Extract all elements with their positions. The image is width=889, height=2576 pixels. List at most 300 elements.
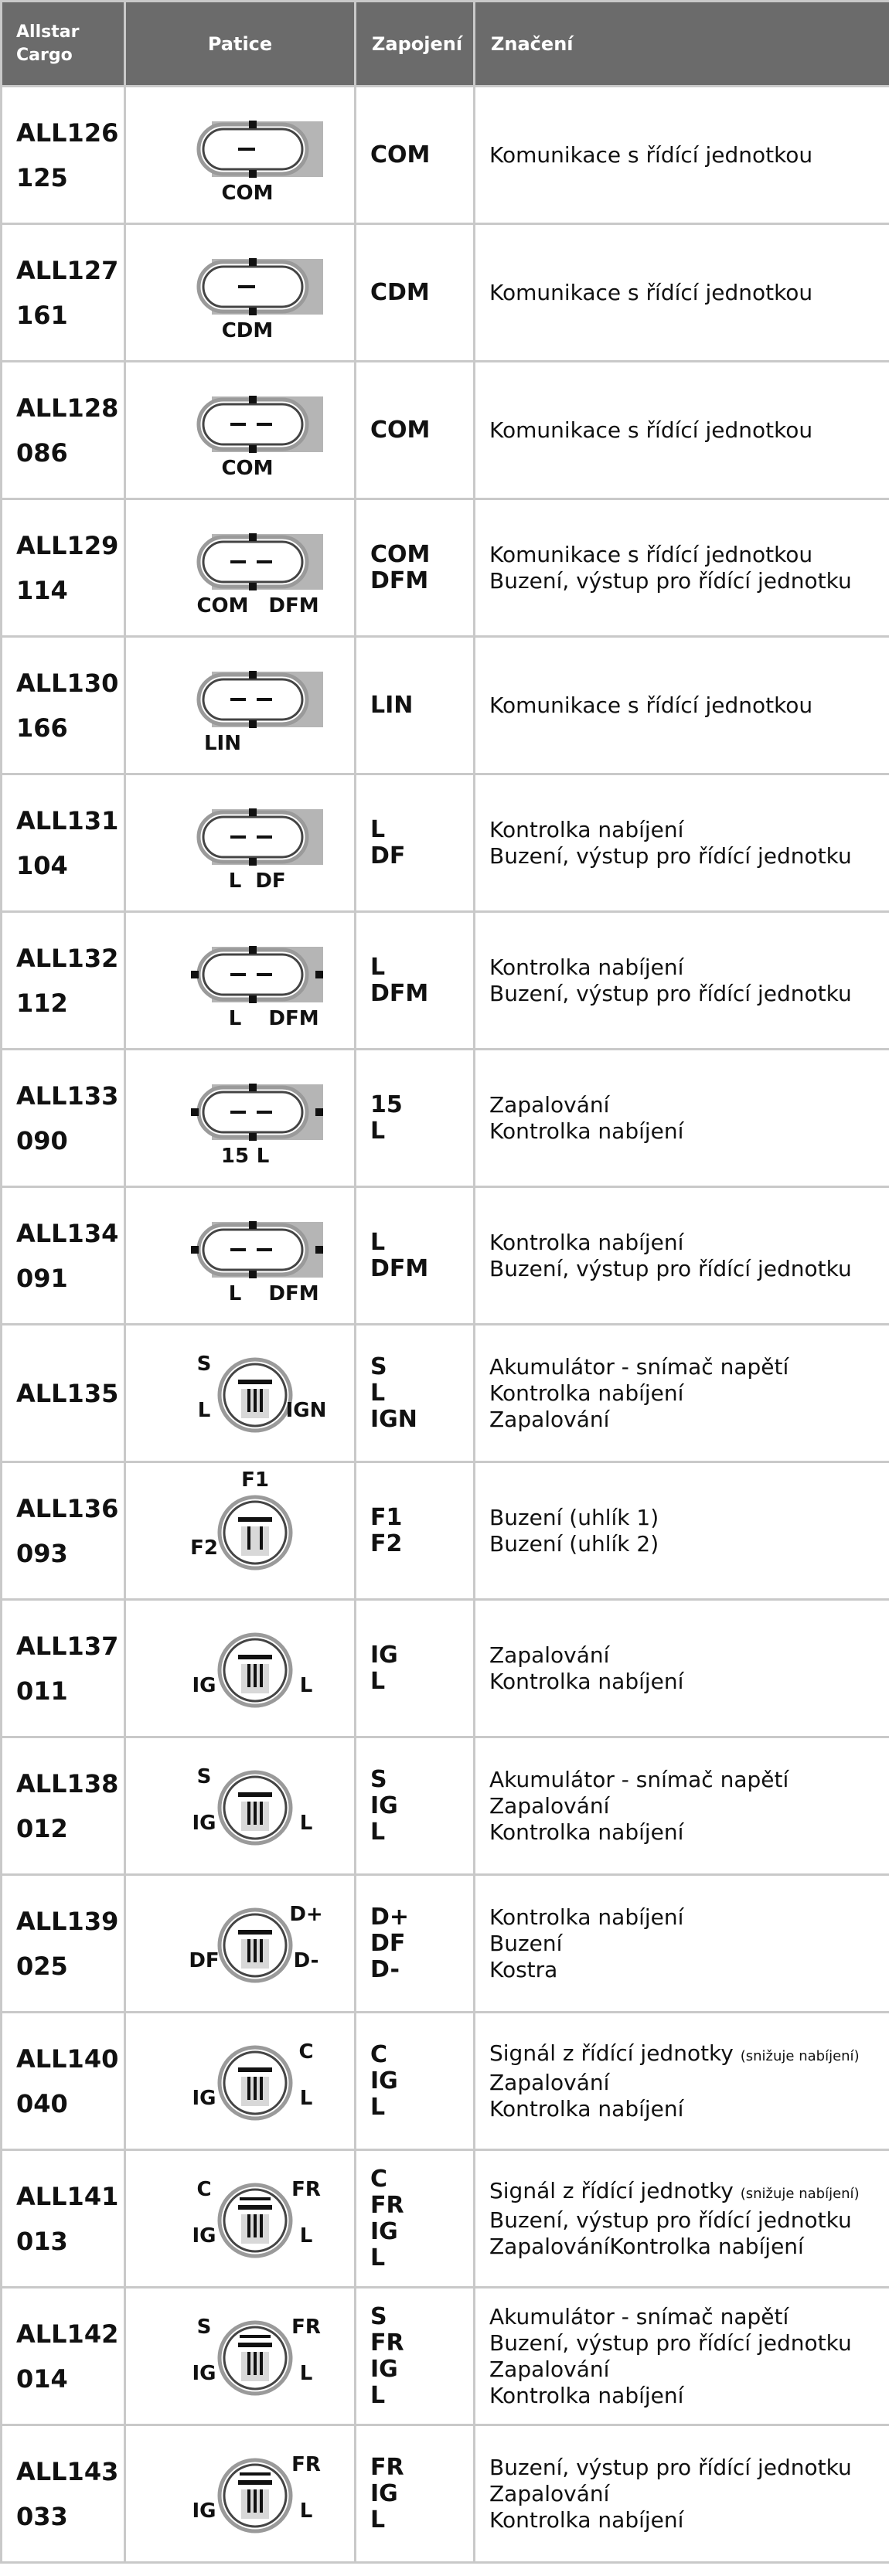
- description-text: Buzení (uhlík 2): [489, 1530, 659, 1557]
- part-number-cell: [2, 87, 125, 224]
- description-line: [489, 1767, 875, 1793]
- description-cell: [475, 2013, 889, 2150]
- wiring-pin: D-: [370, 1955, 400, 1983]
- description-line: [489, 2304, 875, 2330]
- round-connector-icon: [220, 1497, 291, 1568]
- description-text: Signál z řídící jednotky: [489, 2177, 741, 2203]
- description-line: [489, 1793, 875, 1819]
- round-connector-icon: [220, 1772, 291, 1843]
- table-row: [2, 912, 889, 1050]
- part-number-suffix: 040: [16, 2088, 68, 2118]
- description-line: [489, 981, 875, 1007]
- plug-pin-label: DFM: [268, 594, 319, 618]
- table-row: [2, 362, 889, 499]
- part-number-suffix: 090: [16, 1125, 68, 1155]
- description-line: [489, 2178, 875, 2207]
- description-cell: [475, 1737, 889, 1875]
- plug-pin-label: DFM: [268, 1282, 319, 1305]
- wiring-pin: L: [370, 815, 386, 843]
- plug-pin-label: IG: [192, 1674, 216, 1697]
- part-number-suffix: 086: [16, 437, 68, 468]
- description-cell: [475, 499, 889, 637]
- connector-plug-diagram: [140, 1463, 370, 1598]
- plug-cell: [125, 1600, 356, 1737]
- description-line: [489, 1531, 875, 1557]
- connector-plug-diagram: [140, 2426, 370, 2561]
- table-row: [2, 499, 889, 637]
- wiring-pin: DFM: [370, 567, 429, 594]
- plug-pin-label: CDM: [221, 319, 274, 342]
- connector-plug-diagram: [140, 87, 370, 223]
- description-line: [489, 1230, 875, 1256]
- table-row: [2, 1737, 889, 1875]
- part-number: ALL132: [16, 943, 119, 973]
- description-line: [489, 1092, 875, 1118]
- table-row: [2, 1050, 889, 1187]
- wiring-cell: [356, 1325, 475, 1462]
- oval-connector-icon: [199, 671, 323, 728]
- plug-cell: [125, 224, 356, 362]
- description-line: [489, 2507, 875, 2533]
- wiring-pin: IGN: [370, 1405, 417, 1433]
- description-text: Buzení, výstup pro řídící jednotku: [489, 980, 852, 1006]
- part-number-cell: [2, 1875, 125, 2013]
- part-number-cell: [2, 774, 125, 912]
- oval-connector-icon: [191, 946, 323, 1003]
- part-number-cell: [2, 1600, 125, 1737]
- plug-pin-label: L: [299, 1674, 313, 1697]
- description-text: Kontrolka nabíjení: [489, 1904, 684, 1930]
- description-text: Buzení, výstup pro řídící jednotku: [489, 567, 852, 594]
- description-text: Zapalování: [489, 2069, 610, 2095]
- plug-pin-label: COM: [221, 457, 274, 480]
- description-text: Buzení, výstup pro řídící jednotku: [489, 1255, 852, 1281]
- plug-pin-label: IG: [192, 2499, 216, 2523]
- description-text: ZapalováníKontrolka nabíjení: [489, 2233, 804, 2259]
- description-text: Signál z řídící jednotky: [489, 2040, 741, 2066]
- wiring-cell: [356, 2425, 475, 2563]
- wiring-pin: 15: [370, 1091, 403, 1118]
- description-line: [489, 2207, 875, 2234]
- description-text: Komunikace s řídící jednotkou: [489, 541, 813, 567]
- wiring-pin: COM: [370, 416, 431, 444]
- part-number: ALL128: [16, 393, 119, 423]
- description-line: [489, 1407, 875, 1433]
- plug-cell: [125, 499, 356, 637]
- description-line: [489, 1669, 875, 1695]
- plug-pin-label: L: [299, 1812, 313, 1835]
- wiring-cell: [356, 637, 475, 774]
- wiring-pin: L: [370, 2093, 386, 2121]
- wiring-pin: DFM: [370, 979, 429, 1007]
- part-number: ALL135: [16, 1378, 119, 1408]
- description-cell: [475, 2150, 889, 2288]
- description-text: Zapalování: [489, 1642, 610, 1668]
- description-text: Kontrolka nabíjení: [489, 1668, 684, 1694]
- part-number: ALL134: [16, 1218, 119, 1248]
- part-number-suffix: 012: [16, 1813, 68, 1843]
- plug-pin-label: FR: [291, 2316, 321, 2339]
- plug-pin-label: IG: [192, 2224, 216, 2248]
- description-text: Komunikace s řídící jednotkou: [489, 692, 813, 718]
- part-number-suffix: 125: [16, 162, 68, 192]
- description-line: [489, 2481, 875, 2507]
- plug-pin-label: FR: [291, 2178, 321, 2201]
- description-line: [489, 1904, 875, 1931]
- header-zapojeni: Zapojení: [356, 2, 475, 87]
- wiring-pin: COM: [370, 540, 431, 568]
- description-text: Akumulátor - snímač napětí: [489, 1353, 789, 1380]
- oval-connector-icon: [191, 1221, 323, 1278]
- part-number-suffix: 025: [16, 1951, 68, 1981]
- description-text: Buzení: [489, 1930, 563, 1956]
- plug-cell: [125, 2150, 356, 2288]
- description-line: [489, 955, 875, 981]
- description-cell: [475, 2425, 889, 2563]
- description-line: [489, 568, 875, 594]
- description-line: [489, 2455, 875, 2481]
- wiring-pin: COM: [370, 141, 431, 168]
- round-connector-icon: [220, 2322, 291, 2394]
- connector-plug-diagram: [140, 775, 370, 910]
- wiring-cell: [356, 224, 475, 362]
- connector-plug-diagram: [140, 362, 370, 498]
- description-text: Zapalování: [489, 2356, 610, 2382]
- wiring-pin: C: [370, 2165, 388, 2193]
- table-row: [2, 1875, 889, 2013]
- description-line: [489, 1931, 875, 1957]
- description-text: Buzení (uhlík 1): [489, 1504, 659, 1530]
- connector-plug-diagram: [140, 2013, 370, 2149]
- description-text: Zapalování: [489, 1091, 610, 1118]
- part-number-cell: [2, 637, 125, 774]
- description-cell: [475, 912, 889, 1050]
- wiring-pin: S: [370, 1353, 387, 1380]
- part-number-suffix: 093: [16, 1538, 68, 1568]
- wiring-pin: S: [370, 1765, 387, 1793]
- table-row: [2, 2013, 889, 2150]
- description-line: [489, 142, 875, 168]
- wiring-pin: F1: [370, 1503, 403, 1531]
- description-line: [489, 1118, 875, 1145]
- wiring-pin: IG: [370, 2479, 398, 2507]
- wiring-pin: IG: [370, 1641, 398, 1669]
- description-cell: [475, 774, 889, 912]
- plug-pin-label: L: [299, 2087, 313, 2110]
- part-number-cell: [2, 2013, 125, 2150]
- description-cell: [475, 1600, 889, 1737]
- header-patice: Patice: [125, 2, 356, 87]
- description-cell: [475, 1462, 889, 1600]
- wiring-cell: [356, 1737, 475, 1875]
- plug-pin-label: L: [197, 1399, 211, 1422]
- connector-plug-diagram: [140, 1876, 370, 2011]
- part-number: ALL131: [16, 805, 119, 835]
- wiring-cell: [356, 1875, 475, 2013]
- description-cell: [475, 362, 889, 499]
- plug-pin-label: F2: [190, 1536, 218, 1560]
- description-text: Kontrolka nabíjení: [489, 954, 684, 980]
- wiring-pin: S: [370, 2302, 387, 2330]
- part-number: ALL127: [16, 255, 119, 285]
- wiring-pin: L: [370, 1818, 386, 1846]
- wiring-cell: [356, 362, 475, 499]
- connector-plug-diagram: [140, 638, 370, 773]
- description-text: Buzení, výstup pro řídící jednotku: [489, 2329, 852, 2356]
- plug-cell: [125, 774, 356, 912]
- description-text: Zapalování: [489, 1792, 610, 1819]
- part-number: ALL138: [16, 1768, 119, 1798]
- part-number-cell: [2, 1050, 125, 1187]
- part-number-suffix: 011: [16, 1676, 68, 1706]
- part-number: ALL137: [16, 1631, 119, 1661]
- part-number-cell: [2, 499, 125, 637]
- part-number: ALL139: [16, 1906, 119, 1936]
- oval-connector-icon: [199, 533, 323, 590]
- wiring-pin: L: [370, 2381, 386, 2409]
- plug-pin-label: S: [196, 2316, 212, 2339]
- description-cell: [475, 2288, 889, 2425]
- table-row: [2, 2425, 889, 2563]
- wiring-cell: [356, 1187, 475, 1325]
- plug-pin-label: L: [228, 1282, 242, 1305]
- wiring-pin: DFM: [370, 1254, 429, 1282]
- plug-pin-label: DF: [189, 1949, 220, 1972]
- table-row: [2, 224, 889, 362]
- connector-plug-diagram: [140, 1188, 370, 1323]
- table-row: [2, 774, 889, 912]
- plug-pin-label: COM: [221, 182, 274, 205]
- description-text: Kostra: [489, 1956, 558, 1982]
- description-text: Kontrolka nabíjení: [489, 2382, 684, 2408]
- plug-pin-label: S: [196, 1353, 212, 1376]
- header-znaceni: Značení: [475, 2, 889, 87]
- plug-pin-label: D+: [289, 1903, 323, 1926]
- plug-pin-label: L: [299, 2499, 313, 2523]
- part-number-cell: [2, 1325, 125, 1462]
- part-number-cell: [2, 912, 125, 1050]
- plug-pin-label: F1: [241, 1468, 269, 1492]
- wiring-pin: FR: [370, 2329, 404, 2357]
- plug-pin-label: C: [196, 2178, 212, 2201]
- description-line: [489, 1354, 875, 1380]
- part-number: ALL130: [16, 668, 119, 698]
- wiring-cell: [356, 774, 475, 912]
- description-text: Kontrolka nabíjení: [489, 1380, 684, 1406]
- connector-plug-diagram: [140, 1325, 370, 1461]
- part-number-cell: [2, 224, 125, 362]
- description-text: Zapalování: [489, 2480, 610, 2506]
- connector-plug-diagram: [140, 2288, 370, 2424]
- plug-pin-label: IG: [192, 2362, 216, 2385]
- part-number: ALL129: [16, 530, 119, 560]
- description-text: Buzení, výstup pro řídící jednotku: [489, 2207, 852, 2233]
- oval-connector-icon: [199, 258, 323, 315]
- plug-pin-label: L: [256, 1145, 270, 1168]
- description-text: Akumulátor - snímač napětí: [489, 1766, 789, 1792]
- description-cell: [475, 1050, 889, 1187]
- plug-pin-label: L: [299, 2224, 313, 2248]
- wiring-cell: [356, 1600, 475, 1737]
- part-number: ALL142: [16, 2319, 119, 2349]
- round-connector-icon: [220, 2460, 291, 2531]
- description-note: (snižuje nabíjení): [740, 2047, 860, 2064]
- description-line: [489, 1819, 875, 1846]
- description-text: Kontrolka nabíjení: [489, 2095, 684, 2122]
- wiring-pin: L: [370, 1379, 386, 1407]
- wiring-cell: [356, 2288, 475, 2425]
- round-connector-icon: [220, 2047, 291, 2118]
- part-number-cell: [2, 362, 125, 499]
- header-allstar-cargo: [2, 2, 125, 87]
- part-number-suffix: 166: [16, 713, 68, 743]
- plug-cell: [125, 1875, 356, 2013]
- wiring-cell: [356, 2150, 475, 2288]
- plug-pin-label: DFM: [268, 1007, 319, 1030]
- description-line: [489, 280, 875, 306]
- description-text: Zapalování: [489, 1406, 610, 1432]
- wiring-cell: [356, 1050, 475, 1187]
- wiring-pin: FR: [370, 2453, 404, 2481]
- description-cell: [475, 637, 889, 774]
- part-number-suffix: 161: [16, 300, 68, 330]
- part-number: ALL136: [16, 1493, 119, 1523]
- oval-connector-icon: [199, 121, 323, 178]
- description-line: [489, 843, 875, 869]
- wiring-pin: L: [370, 2506, 386, 2533]
- part-number-suffix: 104: [16, 850, 68, 880]
- description-line: [489, 1380, 875, 1407]
- plug-cell: [125, 1050, 356, 1187]
- connector-plug-diagram: [140, 2151, 370, 2286]
- wiring-pin: C: [370, 2040, 388, 2068]
- plug-pin-label: L: [228, 1007, 242, 1030]
- wiring-cell: [356, 87, 475, 224]
- round-connector-icon: [220, 1910, 291, 1981]
- wiring-pin: IG: [370, 2067, 398, 2094]
- round-connector-icon: [220, 1359, 291, 1431]
- description-note: (snižuje nabíjení): [740, 2185, 860, 2202]
- table-row: [2, 2288, 889, 2425]
- wiring-pin: F2: [370, 1530, 403, 1557]
- wiring-pin: L: [370, 2244, 386, 2271]
- wiring-pin: L: [370, 1228, 386, 1256]
- plug-cell: [125, 362, 356, 499]
- description-text: Buzení, výstup pro řídící jednotku: [489, 842, 852, 869]
- part-number-suffix: 091: [16, 1263, 68, 1293]
- connector-plug-diagram: [140, 500, 370, 635]
- table-row: [2, 1600, 889, 1737]
- description-text: Komunikace s řídící jednotkou: [489, 417, 813, 443]
- plug-cell: [125, 2288, 356, 2425]
- wiring-pin: DF: [370, 1929, 406, 1957]
- description-cell: [475, 1187, 889, 1325]
- description-cell: [475, 1325, 889, 1462]
- connector-plug-diagram: [140, 225, 370, 360]
- description-line: [489, 2070, 875, 2096]
- description-line: [489, 1505, 875, 1531]
- wiring-pin: L: [370, 1667, 386, 1695]
- table-header-row: [2, 2, 889, 87]
- description-line: [489, 692, 875, 719]
- wiring-pin: FR: [370, 2191, 404, 2219]
- description-line: [489, 2096, 875, 2122]
- plug-cell: [125, 1187, 356, 1325]
- connector-plug-diagram: [140, 1738, 370, 1873]
- plug-pin-label: IGN: [285, 1399, 327, 1422]
- part-number: ALL140: [16, 2043, 119, 2074]
- part-number: ALL143: [16, 2456, 119, 2486]
- plug-cell: [125, 2013, 356, 2150]
- wiring-cell: [356, 1462, 475, 1600]
- wiring-pin: CDM: [370, 278, 430, 306]
- description-text: Komunikace s řídící jednotkou: [489, 279, 813, 305]
- description-line: [489, 2234, 875, 2260]
- table-row: [2, 87, 889, 224]
- description-text: Buzení, výstup pro řídící jednotku: [489, 2454, 852, 2480]
- part-number-cell: [2, 1737, 125, 1875]
- connector-plug-diagram: [140, 913, 370, 1048]
- wiring-cell: [356, 499, 475, 637]
- description-cell: [475, 1875, 889, 2013]
- part-number-suffix: 014: [16, 2363, 68, 2394]
- description-text: Kontrolka nabíjení: [489, 2506, 684, 2533]
- plug-pin-label: S: [196, 1765, 212, 1788]
- wiring-pin: L: [370, 1117, 386, 1145]
- plug-pin-label: L: [228, 869, 242, 893]
- description-line: [489, 1642, 875, 1669]
- wiring-pin: IG: [370, 2355, 398, 2383]
- plug-cell: [125, 912, 356, 1050]
- wiring-cell: [356, 912, 475, 1050]
- plug-pin-label: COM: [196, 594, 249, 618]
- wiring-pin: D+: [370, 1903, 410, 1931]
- part-number-cell: [2, 1462, 125, 1600]
- plug-pin-label: DF: [255, 869, 286, 893]
- oval-connector-icon: [199, 808, 323, 866]
- part-number-cell: [2, 1187, 125, 1325]
- table-row: [2, 637, 889, 774]
- description-line: [489, 2330, 875, 2357]
- wiring-pin: LIN: [370, 691, 414, 719]
- description-cell: [475, 87, 889, 224]
- wiring-pin: DF: [370, 842, 406, 869]
- description-line: [489, 417, 875, 444]
- description-line: [489, 542, 875, 568]
- round-connector-icon: [220, 1635, 291, 1706]
- description-text: Kontrolka nabíjení: [489, 1229, 684, 1255]
- description-text: Akumulátor - snímač napětí: [489, 2303, 789, 2329]
- plug-pin-label: IG: [192, 1812, 216, 1835]
- description-line: [489, 1256, 875, 1282]
- description-line: [489, 817, 875, 843]
- plug-pin-label: C: [298, 2040, 314, 2064]
- plug-cell: [125, 1737, 356, 1875]
- connector-plug-diagram: [140, 1050, 370, 1186]
- oval-connector-icon: [199, 396, 323, 453]
- part-number-suffix: 013: [16, 2226, 68, 2256]
- part-number-suffix: 033: [16, 2501, 68, 2531]
- part-number: ALL141: [16, 2181, 119, 2211]
- plug-pin-label: 15: [220, 1145, 250, 1168]
- description-cell: [475, 224, 889, 362]
- description-text: Kontrolka nabíjení: [489, 816, 684, 842]
- part-number-suffix: 114: [16, 575, 68, 605]
- oval-connector-icon: [191, 1084, 323, 1141]
- table-row: [2, 2150, 889, 2288]
- table-row: [2, 1187, 889, 1325]
- description-line: [489, 2040, 875, 2070]
